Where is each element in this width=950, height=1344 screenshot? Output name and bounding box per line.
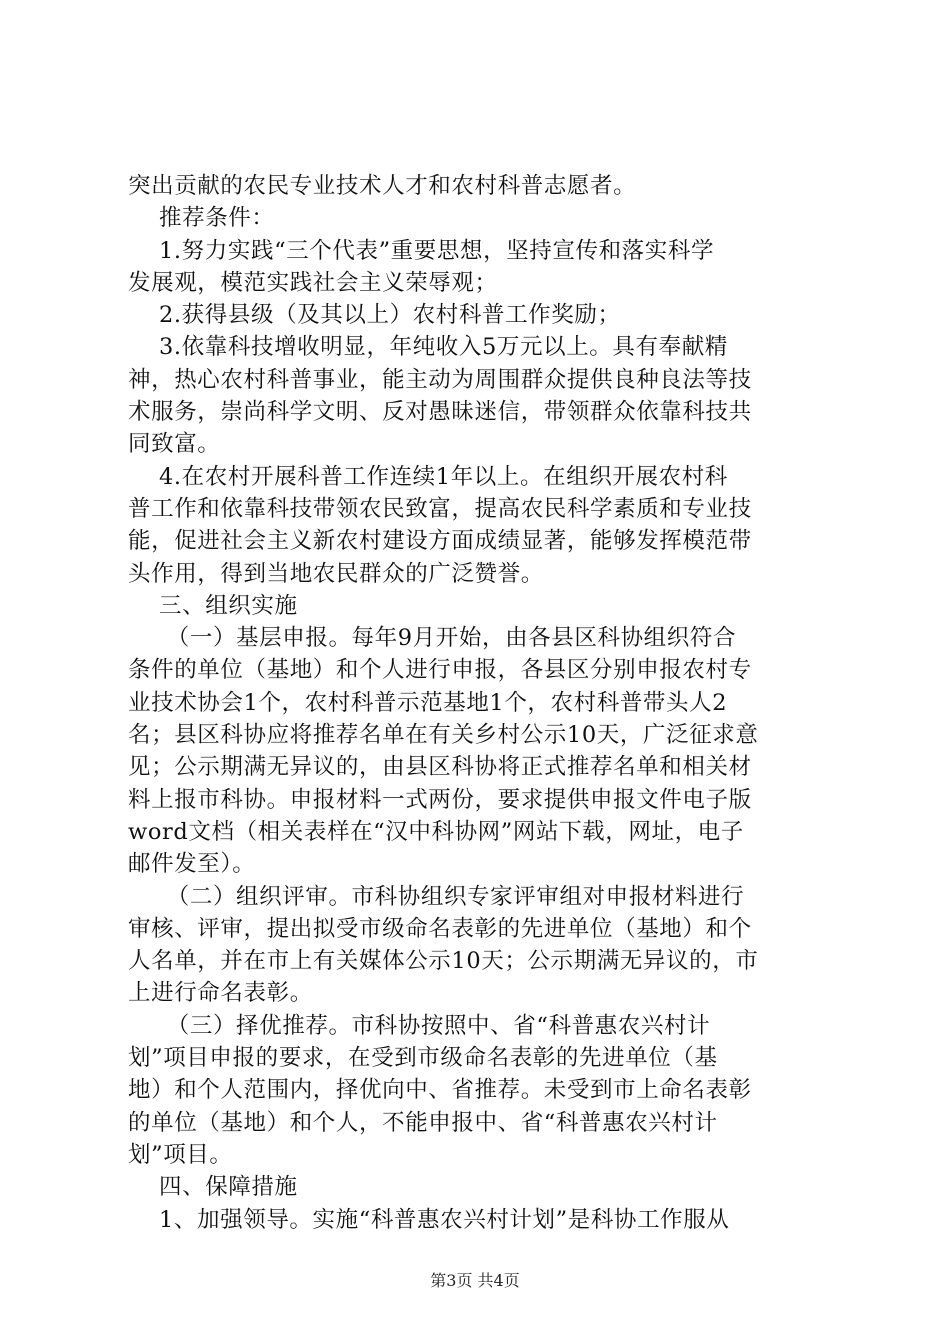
text-line: （二）组织评审。市科协组织专家评审组对申报材料进行 [128, 883, 745, 910]
text-line: 上进行命名表彰。 [128, 980, 313, 1007]
text-line: （三）择优推荐。市科协按照中、省“科普惠农兴村计 [128, 1012, 711, 1039]
text-line: 划”项目申报的要求，在受到市级命名表彰的先进单位（基 [128, 1045, 718, 1072]
text-line: 1、加强领导。实施“科普惠农兴村计划”是科协工作服从 [128, 1206, 730, 1233]
text-line: 业技术协会1个，农村科普示范基地1个，农村科普带头人2 [128, 689, 728, 716]
text-line: 同致富。 [128, 431, 221, 458]
text-line: 术服务，崇尚科学文明、反对愚昧迷信，带领群众依靠科技共 [128, 399, 752, 426]
document-body [128, 170, 828, 1236]
text-line: 1.努力实践“三个代表”重要思想，坚持宣传和落实科学 [128, 237, 715, 264]
text-line: （一）基层申报。每年9月开始，由各县区科协组织符合 [128, 625, 737, 652]
text-line: 人名单，并在市上有关媒体公示10天；公示期满无异议的，市 [128, 948, 759, 975]
text-line: 三、组织实施 [128, 592, 298, 619]
text-line: 邮件发至）。 [128, 851, 256, 878]
text-line: 头作用，得到当地农民群众的广泛赞誉。 [128, 560, 544, 587]
text-line: 名；县区科协应将推荐名单在有关乡村公示10天，广泛征求意 [128, 722, 759, 749]
text-line: 3.依靠科技增收明显，年纯收入5万元以上。具有奉献精 [128, 334, 728, 361]
text-line: 地）和个人范围内，择优向中、省推荐。未受到市上命名表彰 [128, 1077, 752, 1104]
text-line: 条件的单位（基地）和个人进行申报，各县区分别申报农村专 [128, 657, 752, 684]
text-line: 划”项目。 [128, 1141, 233, 1168]
text-line: 四、保障措施 [128, 1174, 298, 1201]
text-line: word文档（相关表样在“汉中科协网”网站下载，网址，电子 [128, 818, 744, 845]
text-line: 2.获得县级（及其以上）农村科普工作奖励； [128, 302, 621, 329]
text-line: 见；公示期满无异议的，由县区科协将正式推荐名单和相关材 [128, 754, 752, 781]
text-line: 普工作和依靠科技带领农民致富，提高农民科学素质和专业技 [128, 495, 752, 522]
text-line: 料上报市科协。申报材料一式两份，要求提供申报文件电子版 [128, 786, 752, 813]
page-footer: 第3页 共4页 [430, 1271, 520, 1290]
text-line: 突出贡献的农民专业技术人才和农村科普志愿者。 [128, 173, 637, 199]
text-line: 神，热心农村科普事业，能主动为周围群众提供良种良法等技 [128, 366, 752, 393]
text-line: 推荐条件： [128, 205, 275, 232]
text-line: 能，促进社会主义新农村建设方面成绩显著，能够发挥模范带 [128, 528, 752, 555]
text-line: 发展观，模范实践社会主义荣辱观； [128, 269, 498, 296]
text-line: 4.在农村开展科普工作连续1年以上。在组织开展农村科 [128, 463, 728, 490]
text-line: 的单位（基地）和个人，不能申报中、省“科普惠农兴村计 [128, 1109, 718, 1136]
text-line: 审核、评审，提出拟受市级命名表彰的先进单位（基地）和个 [128, 915, 752, 942]
